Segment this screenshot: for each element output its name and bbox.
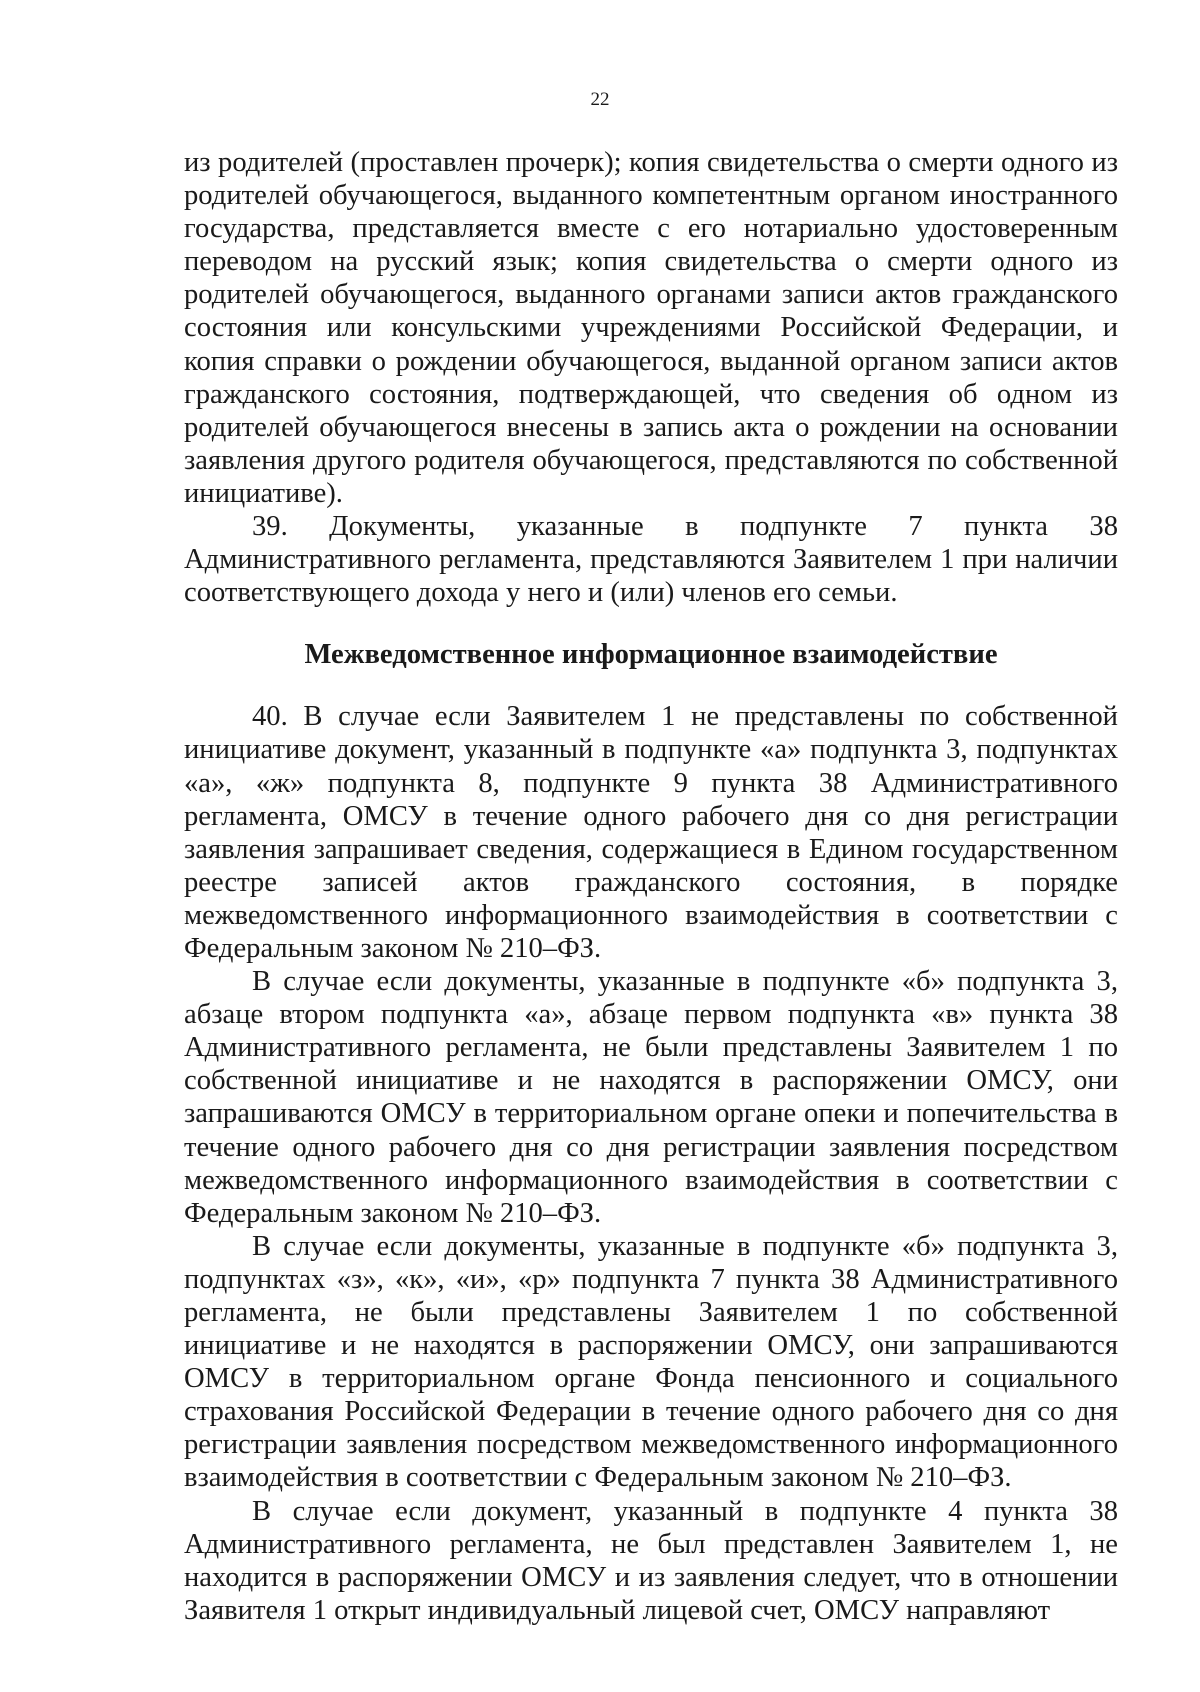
paragraph-40-pension-fund: В случае если документы, указанные в подпункте «б» подпункта 3, подпунктах «з», «к», «и», «р» подпункта 7 пункта 38 Административного регламента, не были представлены Заявителем 1 по собственной инициативе и не находятся в распоряжении ОМСУ, они запрашиваются ОМСУ в территориальном органе Фонда пенсионного и социального страхования Российской Федерации в течение одного рабочего дня со дня регистрации заявления посредством межведомственного информационного взаимодействия в соответствии с Федеральным законом № 210–ФЗ. [184, 1230, 1118, 1494]
paragraph-40-personal-account: В случае если документ, указанный в подпункте 4 пункта 38 Административного регламента, не был представлен Заявителем 1, не находится в распоряжении ОМСУ и из заявления следует, что в отношении Заявителя 1 открыт индивидуальный лицевой счет, ОМСУ направляют [184, 1495, 1118, 1626]
paragraph-40-opeka: В случае если документы, указанные в подпункте «б» подпункта 3, абзаце втором подпункта «а», абзаце первом подпункта «в» пункта 38 Административного регламента, не были представлены Заявителем 1 по собственной инициативе и не находятся в распоряжении ОМСУ, они запрашиваются ОМСУ в территориальном органе опеки и попечительства в течение одного рабочего дня со дня регистрации заявления посредством межведомственного информационного взаимодействия в соответствии с Федеральным законом № 210–ФЗ. [184, 966, 1118, 1229]
paragraph-39: 39. Документы, указанные в подпункте 7 пункта 38 Административного регламента, представляются Заявителем 1 при наличии соответствующего дохода у него и (или) членов его семьи. [184, 511, 1118, 609]
paragraph-40: 40. В случае если Заявителем 1 не представлены по собственной инициативе документ, указанный в подпункте «а» подпункта 3, подпунктах «а», «ж» подпункта 8, подпункте 9 пункта 38 Административного регламента, ОМСУ в течение одного рабочего дня со дня регистрации заявления запрашивает сведения, содержащиеся в Едином государственном реестре записей актов гражданского состояния, в порядке межведомственного информационного взаимодействия в соответствии с Федеральным законом № 210–ФЗ. [184, 701, 1118, 964]
page-number: 22 [590, 89, 610, 110]
paragraph-continuation: из родителей (проставлен прочерк); копия свидетельства о смерти одного из родителей обучающегося, выданного компетентным органом иностранного государства, представляется вместе с его нотариально удостоверенным переводом на русский язык; копия свидетельства о смерти одного из родителей обучающегося, выданного органами записи актов гражданского состояния или консульскими учреждениями Российской Федерации, и копия справки о рождении обучающегося, выданной органом записи актов гражданского состояния, подтверждающей, что сведения об одном из родителей обучающегося внесены в запись акта о рождении на основании заявления другого родителя обучающегося, представляются по собственной инициативе). [184, 147, 1118, 509]
document-body [184, 146, 1118, 1627]
section-heading: Межведомственное информационное взаимодействие [304, 639, 998, 671]
